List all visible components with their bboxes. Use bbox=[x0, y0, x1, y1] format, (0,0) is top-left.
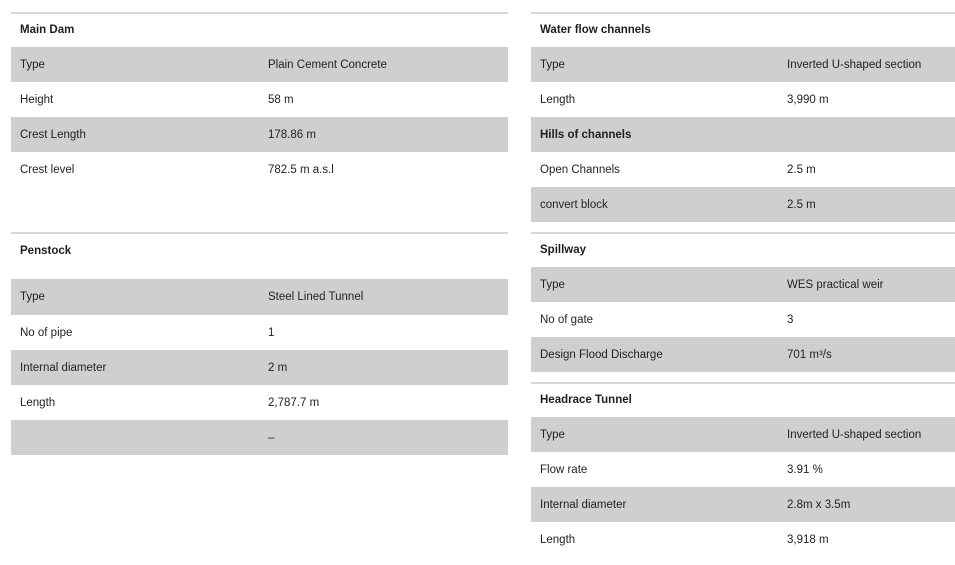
row-value: 2.8m x 3.5m bbox=[787, 498, 851, 511]
row-value: 1 bbox=[268, 326, 275, 339]
row-label: Crest Length bbox=[20, 128, 86, 141]
row-value: Plain Cement Concrete bbox=[268, 58, 387, 71]
spillway-title: Spillway bbox=[531, 234, 955, 267]
penstock-title: Penstock bbox=[11, 234, 508, 268]
table-row bbox=[11, 47, 508, 82]
row-label: Internal diameter bbox=[20, 361, 107, 374]
row-label: Open Channels bbox=[540, 163, 620, 176]
table-row bbox=[531, 522, 955, 557]
row-value: WES practical weir bbox=[787, 278, 884, 291]
spillway-table bbox=[531, 232, 955, 372]
water-flow-title: Water flow channels bbox=[531, 14, 955, 47]
row-label: Internal diameter bbox=[540, 498, 627, 511]
row-label: No of gate bbox=[540, 313, 594, 326]
table-row bbox=[11, 350, 508, 385]
row-value: 2 m bbox=[268, 361, 288, 374]
headrace-title: Headrace Tunnel bbox=[531, 384, 955, 417]
table-row bbox=[531, 417, 955, 452]
row-value: 58 m bbox=[268, 93, 294, 106]
table-row bbox=[531, 152, 955, 187]
table-row bbox=[531, 267, 955, 302]
main-dam-title: Main Dam bbox=[11, 14, 508, 47]
table-row bbox=[531, 452, 955, 487]
subheading-label: Hills of channels bbox=[540, 128, 632, 141]
row-label: convert block bbox=[540, 198, 608, 211]
table-row bbox=[531, 302, 955, 337]
table-row bbox=[11, 420, 508, 455]
row-label: Type bbox=[540, 58, 565, 71]
row-value: 3.91 % bbox=[787, 463, 823, 476]
row-label: Length bbox=[540, 533, 576, 546]
row-label: Length bbox=[20, 396, 56, 409]
row-label: Type bbox=[540, 278, 565, 291]
main-dam-table bbox=[11, 12, 508, 187]
row-value: 2,787.7 m bbox=[268, 396, 320, 409]
row-label: Type bbox=[540, 428, 565, 441]
section-gap bbox=[531, 372, 955, 382]
row-value: 3,990 m bbox=[787, 93, 829, 106]
row-value: Inverted U-shaped section bbox=[787, 428, 922, 441]
table-row bbox=[11, 315, 508, 350]
table-row bbox=[531, 47, 955, 82]
table-row bbox=[11, 279, 508, 315]
row-value: 3,918 m bbox=[787, 533, 829, 546]
table-subheading bbox=[531, 117, 955, 152]
row-value: 2.5 m bbox=[787, 198, 816, 211]
row-label: Design Flood Discharge bbox=[540, 348, 663, 361]
table-row bbox=[531, 82, 955, 117]
table-row bbox=[531, 187, 955, 222]
row-value: 782.5 m a.s.l bbox=[268, 163, 334, 176]
row-label: Height bbox=[20, 93, 54, 106]
table-row bbox=[11, 82, 508, 117]
row-value: 178.86 m bbox=[268, 128, 316, 141]
row-label: No of pipe bbox=[20, 326, 73, 339]
row-label: Length bbox=[540, 93, 576, 106]
penstock-table bbox=[11, 232, 508, 455]
right-column bbox=[531, 12, 955, 557]
table-row bbox=[11, 152, 508, 187]
headrace-table bbox=[531, 382, 955, 557]
table-row bbox=[11, 117, 508, 152]
table-row bbox=[531, 487, 955, 522]
row-label: Crest level bbox=[20, 163, 75, 176]
row-value: 3 bbox=[787, 313, 794, 326]
section-gap bbox=[531, 222, 955, 232]
water-flow-table bbox=[531, 12, 955, 222]
row-value: – bbox=[268, 431, 275, 444]
left-column bbox=[11, 12, 508, 455]
section-gap bbox=[11, 187, 508, 232]
row-label: Flow rate bbox=[540, 463, 588, 476]
row-value: 2.5 m bbox=[787, 163, 816, 176]
row-label: Type bbox=[20, 291, 45, 303]
row-value: Inverted U-shaped section bbox=[787, 58, 922, 71]
table-row bbox=[531, 337, 955, 372]
row-label: Type bbox=[20, 58, 45, 71]
row-value: 701 m³/s bbox=[787, 348, 832, 361]
row-value: Steel Lined Tunnel bbox=[268, 291, 364, 303]
table-row bbox=[11, 385, 508, 420]
